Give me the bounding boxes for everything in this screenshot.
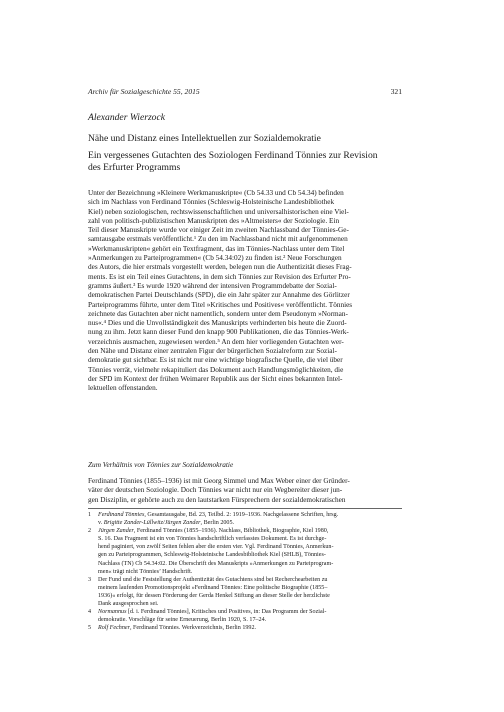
footnote-text: gen zu Parteiprogrammen, Schleswig-Holsteinische Landesbibliothek Kiel (SHLB), Tönnies-	[98, 552, 326, 559]
body-line: demokratie gut sichtbar. Es ist nicht nur eine wichtige biografische Quelle, die viel über	[88, 356, 343, 365]
body-line: den Nähe und Distanz einer zentralen Figur der bürgerlichen Sozialreform zur Sozial-	[88, 347, 337, 356]
footnotes	[88, 511, 402, 632]
footnote-text: , Gesamtausgabe, Bd. 23, Teilbd. 2: 1919–1936. Nachgelassene Schriften, hrsg.	[144, 512, 339, 518]
footnote	[88, 608, 402, 624]
footnote-text: demokratie. Vorschläge für seine Erneuerung, Berlin 1920, S. 17–24.	[98, 617, 267, 624]
body-line: ments. Es ist ein Teil eines Gutachtens, in dem sich Tönnies zur Revision des Erfurter Pro-	[88, 272, 351, 281]
footnote-author: Ferdinand Tönnies	[98, 512, 145, 518]
footnote-line	[98, 527, 402, 535]
footnote-line	[98, 576, 402, 584]
footnote-text: hend paginiert, von zwölf Seiten fehlen aber die ersten vier. Vgl. Ferdinand Tönnies, Anmerkun-	[98, 544, 334, 551]
footnote-line	[98, 584, 402, 592]
footnote-author: Jürgen Zander	[98, 528, 134, 535]
body-line: zeichnete das Gutachten aber nicht namentlich, sondern unter dem Pseudonym »Norman-	[88, 309, 348, 318]
running-header	[88, 87, 402, 96]
footnote-text: , Ferdinand Tönnies (1855–1936). Nachlass, Bibliothek, Biographie, Kiel 1980,	[133, 528, 329, 535]
body-line: gramms äußert.³ Es wurde 1920 während der intensiven Programmdebatte der Sozial-	[88, 281, 337, 290]
article-author: Alexander Wierzock	[88, 112, 165, 123]
body-line: Tönnies verrät, vielmehr rekapituliert das Dokument auch Handlungsmöglichkeiten, die	[88, 365, 344, 374]
footnote	[88, 624, 402, 632]
body-line: »Anmerkungen zu Parteiprogrammen« (Cb 54.34:02) zu finden ist.² Neue Forschungen	[88, 254, 342, 263]
footnote-line	[98, 592, 402, 600]
footnote-line	[98, 535, 402, 543]
body-line: lektuellen offenstanden.	[88, 384, 158, 393]
footnote-author: Brigitte Zander-Lüllwitz/Jürgen Zander	[103, 520, 201, 527]
section-line: gen Disziplin, er gehörte auch zu den lautstarken Fürsprechern der sozialdemokratischen	[88, 495, 346, 504]
body-line: verzeichnis ausmachen, zugewiesen werden.⁵ An dem hier vorliegenden Gutachten wer-	[88, 337, 344, 346]
footnote	[88, 511, 402, 527]
footnote-text: men« trägt nicht Tönnies’ Handschrift.	[98, 568, 193, 575]
footnote-text: , Ferdinand Tönnies. Werkverzeichnis, Berlin 1992.	[129, 625, 257, 632]
body-line: »Werkmanuskripten« gehört ein Textfragment, das im Tönnies-Nachlass unter dem Titel	[88, 244, 345, 253]
footnote-separator	[88, 508, 402, 509]
footnote-line	[98, 511, 402, 519]
footnote-number: 2	[88, 528, 92, 535]
footnote-text: 1936)« erfolgt, für dessen Förderung der Gerda Henkel Stiftung an dieser Stelle der herzlichste	[98, 592, 330, 599]
footnote-line	[98, 616, 402, 624]
journal-title: Archiv für Sozialgeschichte 55, 2015	[88, 87, 200, 96]
footnote-text: Der Fund und die Feststellung der Authentizität des Gutachtens sind bei Recherchearbeiten zu	[98, 576, 328, 583]
footnote-line	[98, 624, 402, 632]
footnote	[88, 576, 402, 608]
footnote-author: Rolf Fechner	[98, 625, 130, 632]
body-line: Parteiprogramms führte, unter dem Titel »Kritisches und Positives« veröffentlicht. Tönnies	[88, 300, 353, 309]
body-line: demokratischen Partei Deutschlands (SPD), die ein Jahr später zur Annahme des Görlitzer	[88, 291, 350, 300]
body-line: Unter der Bezeichnung »Kleinere Werkmanuskripte« (Cb 54.33 und Cb 54.34) befinden	[88, 189, 344, 197]
footnote	[88, 527, 402, 576]
footnote-line	[98, 608, 402, 616]
body-line: nung zu ihm. Jetzt kann dieser Fund den knapp 900 Publikationen, die das Tönnies-Werk-	[88, 328, 349, 337]
footnote-text: S. 16. Das Fragment ist ein von Tönnies handschriftlich verfasstes Dokument. Es ist durchge-	[98, 536, 327, 543]
body-line: samtausgabe erstmals veröffentlicht.¹ Zu den im Nachlassband nicht mit aufgenommenen	[88, 235, 348, 244]
article-title: Nähe und Distanz eines Intellektuellen zur Sozialdemokratie	[88, 133, 321, 144]
body-line: Kiel) neben soziologischen, rechtswissenschaftlichen und universalhistorischen eine Viel-	[88, 207, 349, 216]
section-line: väter der deutschen Soziologie. Doch Tönnies war nicht nur ein Wegbereiter dieser jun-	[88, 486, 343, 495]
footnote-text: Dank ausgesprochen sei.	[98, 601, 159, 608]
body-line: der SPD im Kontext der frühen Weimarer Republik aus der Sicht eines bekannten Intel-	[88, 374, 343, 383]
section-heading: Zum Verhältnis von Tönnies zur Sozialdemokratie	[88, 460, 234, 469]
footnote-text: v.	[98, 520, 104, 527]
footnote-number: 4	[88, 609, 92, 616]
footnote-text: , Berlin 2005.	[200, 520, 235, 527]
footnote-text: meinem laufenden Promotionsprojekt »Ferdinand Tönnies: Eine politische Biographie (1855–	[98, 584, 328, 591]
article-subtitle: Ein vergessenes Gutachten des Soziologen Ferdinand Tönnies zur Revision des Erfurter Programms	[88, 150, 378, 173]
body-line: des Autors, die hier erstmals vorgestellt werden, belegen nun die Authentizität dieses Frag-	[88, 263, 352, 272]
footnote-text: Nachlass (TN) Cb 54.34:02. Die Überschrift des Manuskripts »Anmerkungen zu Parteiprogram-	[98, 560, 334, 567]
footnote-line	[98, 543, 402, 551]
footnote-text: [d. i. Ferdinand Tönnies], Kritisches und Positives, in: Das Programm der Sozial-	[126, 609, 327, 616]
footnote-number: 1	[88, 512, 92, 518]
footnote-line	[98, 560, 402, 568]
page-number: 321	[390, 87, 402, 96]
section-line: Ferdinand Tönnies (1855–1936) ist mit Georg Simmel und Max Weber einer der Gründer-	[88, 477, 350, 485]
footnote-number: 5	[88, 625, 92, 632]
footnote-line	[98, 568, 402, 576]
footnote-author: Normannus	[98, 609, 127, 616]
body-line: zahl von politisch-publizistischen Manuskripten des »Altmeisters« der Soziologie. Ein	[88, 216, 340, 225]
body-line: Teil dieser Manuskripte wurde vor einiger Zeit im zweiten Nachlassband der Tönnies-Ge-	[88, 226, 349, 235]
body-line: sich im Nachlass von Ferdinand Tönnies (Schleswig-Holsteinische Landesbibliothek	[88, 198, 335, 207]
footnote-number: 3	[88, 576, 92, 583]
footnote-line	[98, 519, 402, 527]
footnote-line	[98, 600, 402, 608]
body-line: nus«.⁴ Dies und die Unvollständigkeit des Manuskripts verhinderten bis heute die Zuord-	[88, 319, 347, 328]
section-text	[88, 477, 402, 505]
footnote-line	[98, 551, 402, 559]
body-text	[88, 189, 402, 394]
